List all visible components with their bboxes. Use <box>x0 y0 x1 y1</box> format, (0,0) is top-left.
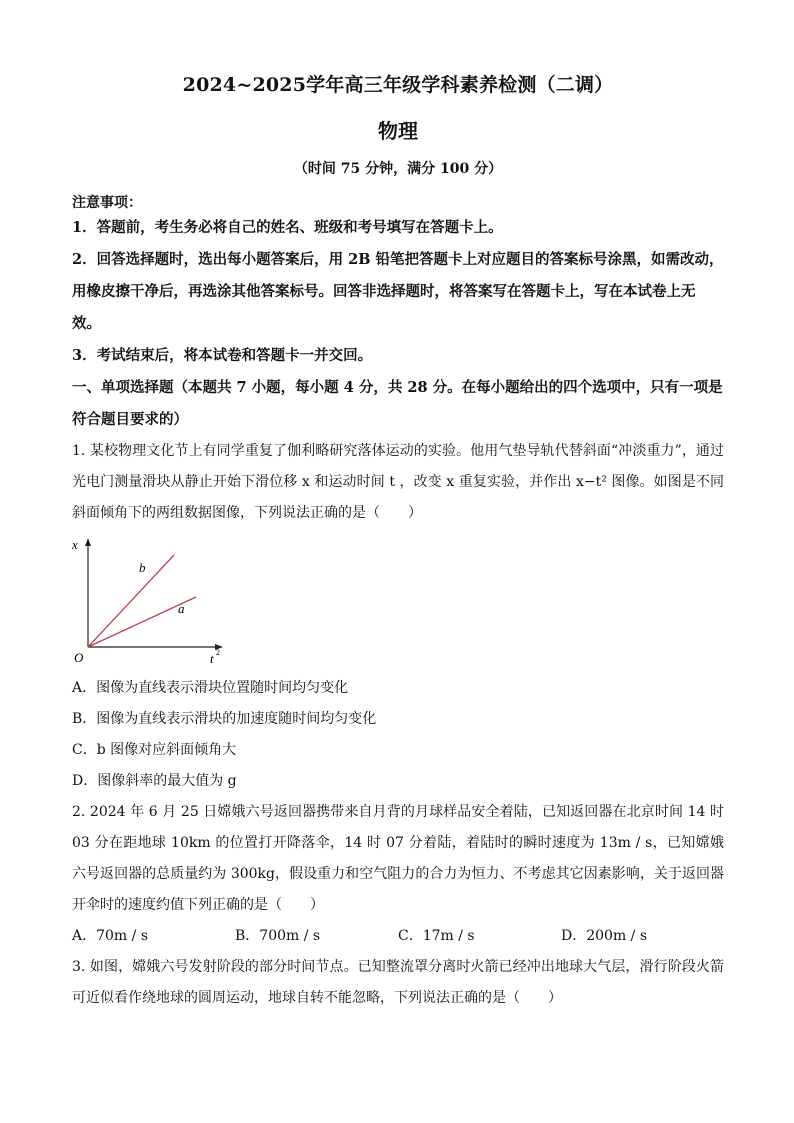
y-axis-arrow <box>85 538 91 546</box>
y-axis-label: x <box>72 537 78 552</box>
question-1-stem: 1. 某校物理文化节上有同学重复了伽利略研究落体运动的实验。他用气垫导轨代替斜面“冲淡重力”，通过光电门测量滑块从静止开始下滑位移 x 和运动时间 t ，改变 x 重复实验，并作出 x−t² 图像。如图是不同斜面倾角下的两组数据图像，下列说法正确的是（ ） <box>72 443 724 521</box>
q2-option-d: D．200m / s <box>561 928 648 944</box>
note-item-2: 2．回答选择题时，选出每小题答案后，用 2B 铅笔把答题卡上对应题目的答案标号涂黑，如需改动，用橡皮擦干净后，再选涂其他答案标号。回答非选择题时，将答案写在答题卡上，写在本试卷上无效。 <box>72 251 724 332</box>
subject-title: 物理 <box>378 119 418 143</box>
exam-title: 2024~2025学年高三年级学科素养检测（二调） <box>182 74 614 96</box>
note-item-1: 1．答题前，考生务必将自己的姓名、班级和考号填写在答题卡上。 <box>72 219 503 236</box>
line-b <box>88 555 174 647</box>
q2-option-a: A．70m / s <box>72 928 149 944</box>
x-t2-graph <box>72 535 232 665</box>
q2-option-b: B．700m / s <box>235 928 321 944</box>
note-item-3: 3．考试结束后，将本试卷和答题卡一并交回。 <box>72 347 373 364</box>
q1-option-c: C．b 图像对应斜面倾角大 <box>72 742 237 758</box>
x-axis-label-sup: 2 <box>216 648 220 657</box>
time-note: （时间 75 分钟，满分 100 分） <box>293 161 503 177</box>
section-heading: 一、单项选择题（本题共 7 小题，每小题 4 分，共 28 分。在每小题给出的四个选项中，只有一项是符合题目要求的） <box>72 379 723 428</box>
x-axis-label: t <box>210 651 214 665</box>
q2-option-c: C．17m / s <box>398 928 475 944</box>
q1-option-d: D．图像斜率的最大值为 g <box>72 773 237 789</box>
line-b-label: b <box>139 560 146 575</box>
q2-options <box>72 921 724 952</box>
question-3-stem: 3. 如图，嫦娥六号发射阶段的部分时间节点。已知整流罩分离时火箭已经冲出地球大气层，滑行阶段火箭可近似看作绕地球的圆周运动，地球自转不能忽略，下列说法正确的是（ ） <box>72 959 724 1006</box>
origin-label: O <box>74 650 84 665</box>
exam-page <box>72 62 724 1014</box>
q1-option-a: A．图像为直线表示滑块位置随时间均匀变化 <box>72 680 349 696</box>
q1-option-b: B．图像为直线表示滑块的加速度随时间均匀变化 <box>72 711 377 727</box>
notes-heading: 注意事项： <box>72 195 142 211</box>
question-2-stem: 2. 2024 年 6 月 25 日嫦娥六号返回器携带来自月背的月球样品安全着陆，已知返回器在北京时间 14 时 03 分在距地球 10km 的位置打开降落伞，14 时 07 分着陆，着陆时的瞬时速度为 13m / s，已知嫦娥六号返回器的总质量约为 300kg，假设重力和空气阻力的合力为恒力、不考虑其它因素影响，关于返回器开伞时的速度约值下列正确的是（ ） <box>72 804 724 913</box>
line-a-label: a <box>178 601 185 616</box>
